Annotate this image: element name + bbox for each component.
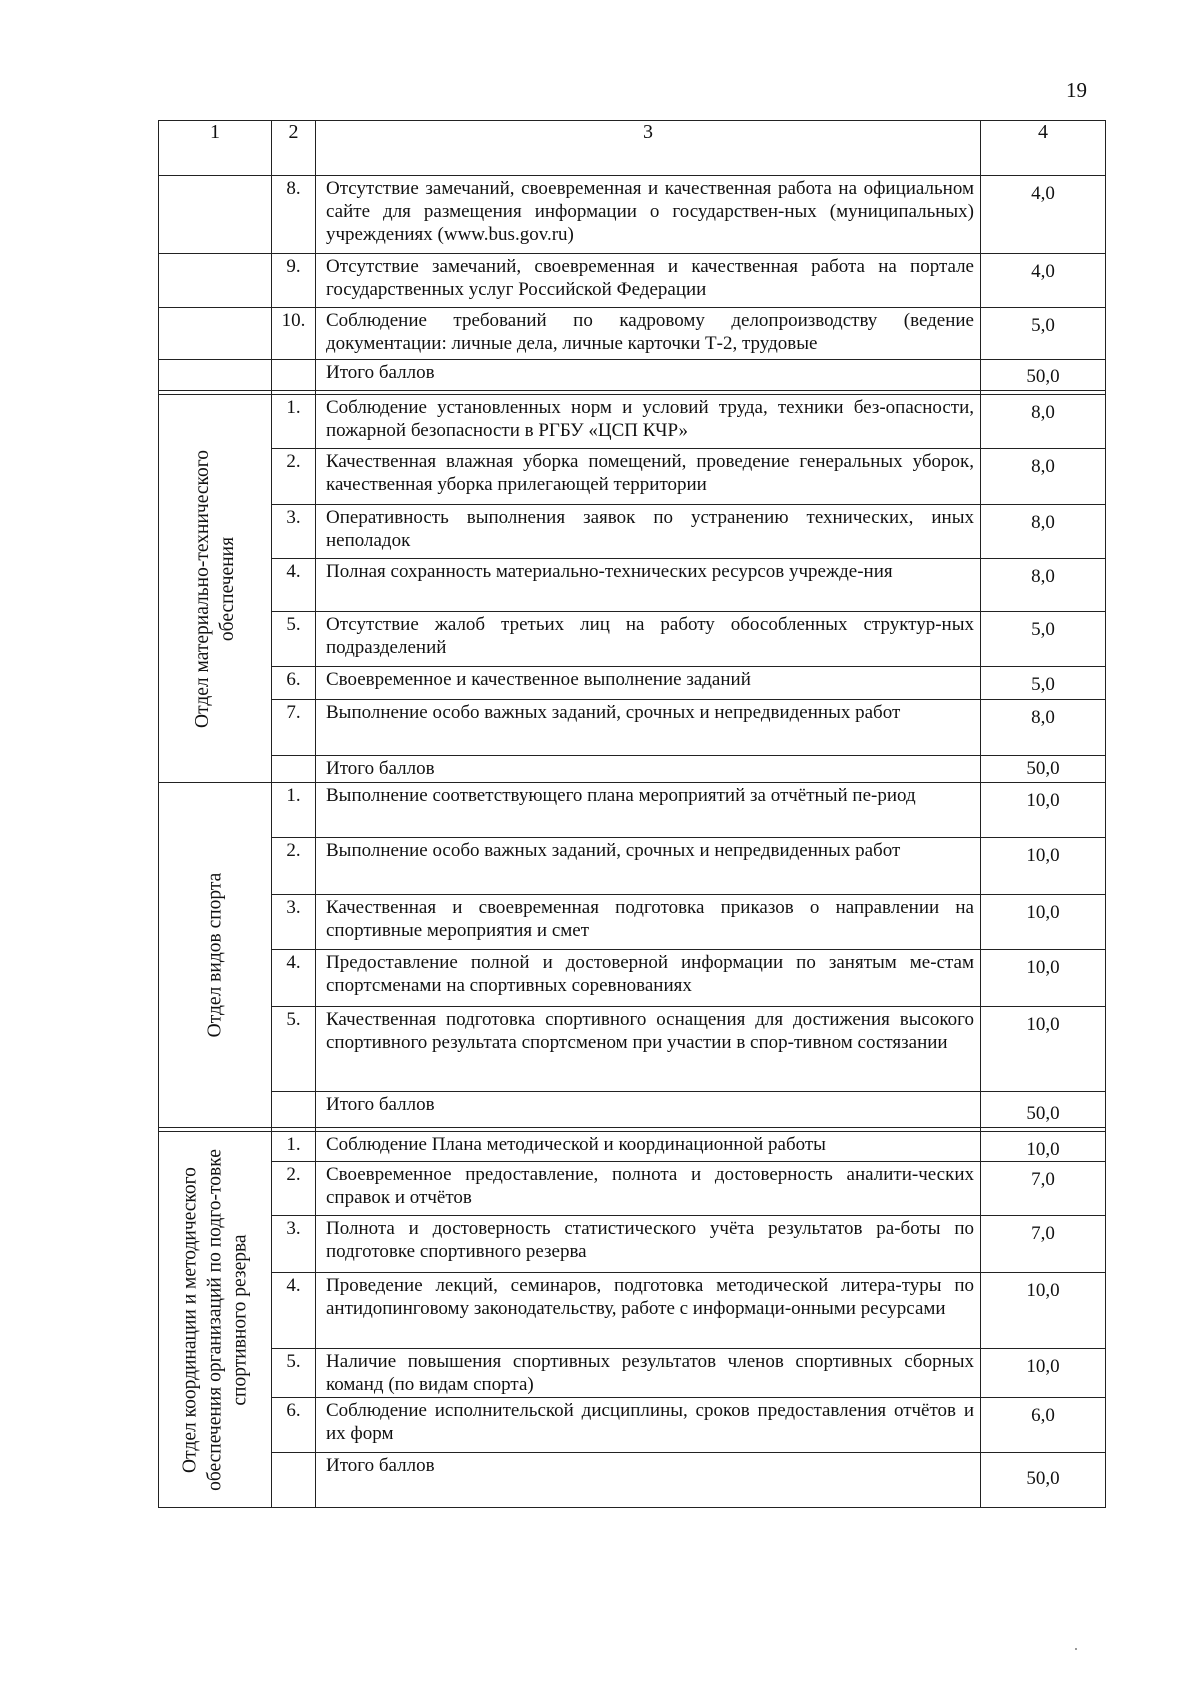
table-row	[159, 176, 1106, 254]
row-number: 2.	[272, 449, 316, 505]
criterion-text: Качественная и своевременная подготовка приказов о направлении на спортивные мероприятия и смет	[316, 895, 981, 950]
table-row	[159, 667, 1106, 700]
criterion-text: Полная сохранность материально-технических ресурсов учрежде-ния	[316, 559, 981, 612]
criteria-table	[158, 120, 1106, 1508]
criterion-text: Полнота и достоверность статистического учёта результатов ра-боты по подготовке спортивного резерва	[316, 1216, 981, 1273]
total-label: Итого баллов	[316, 1092, 981, 1128]
score-value: 6,0	[981, 1398, 1106, 1453]
criterion-text: Качественная подготовка спортивного оснащения для достижения высокого спортивного результата спортсменом при участии в спор-тивном состязании	[316, 1007, 981, 1092]
score-value: 8,0	[981, 559, 1106, 612]
department-cell	[159, 1132, 272, 1508]
table-row	[159, 612, 1106, 667]
row-number: 1.	[272, 395, 316, 449]
score-value: 8,0	[981, 505, 1106, 559]
table-row	[159, 700, 1106, 756]
criterion-text: Своевременное и качественное выполнение заданий	[316, 667, 981, 700]
score-value: 10,0	[981, 838, 1106, 895]
total-row	[159, 360, 1106, 391]
row-number: 8.	[272, 176, 316, 254]
row-number: 2.	[272, 838, 316, 895]
total-label: Итого баллов	[316, 1453, 981, 1508]
row-number: 4.	[272, 559, 316, 612]
score-value: 10,0	[981, 1273, 1106, 1349]
criterion-text: Оперативность выполнения заявок по устранению технических, иных неполадок	[316, 505, 981, 559]
dept-cell-empty	[159, 254, 272, 308]
criterion-text: Выполнение особо важных заданий, срочных и непредвиденных работ	[316, 700, 981, 756]
score-value: 10,0	[981, 1132, 1106, 1162]
score-value: 10,0	[981, 1349, 1106, 1398]
row-number: 9.	[272, 254, 316, 308]
table-row	[159, 783, 1106, 838]
criterion-text: Отсутствие жалоб третьих лиц на работу обособленных структур-ных подразделений	[316, 612, 981, 667]
table-row	[159, 838, 1106, 895]
department-label: Отдел видов спорта	[204, 872, 226, 1038]
total-row	[159, 756, 1106, 783]
total-row	[159, 1092, 1106, 1128]
row-number: 2.	[272, 1162, 316, 1216]
score-value: 5,0	[981, 612, 1106, 667]
table-row	[159, 1273, 1106, 1349]
criterion-text: Предоставление полной и достоверной информации по занятым ме-стам спортсменами на спортивных соревнованиях	[316, 950, 981, 1007]
row-number: 1.	[272, 783, 316, 838]
department-label: Отдел материально-технического обеспечения	[192, 449, 238, 728]
row-number: 6.	[272, 1398, 316, 1453]
row-number: 3.	[272, 1216, 316, 1273]
total-value: 50,0	[981, 360, 1106, 391]
dept-cell-empty	[159, 360, 272, 391]
table-row	[159, 1216, 1106, 1273]
row-number-empty	[272, 756, 316, 783]
header-col-2: 2	[272, 121, 316, 176]
score-value: 8,0	[981, 395, 1106, 449]
score-value: 4,0	[981, 254, 1106, 308]
total-row	[159, 1453, 1106, 1508]
table-row	[159, 1132, 1106, 1162]
department-cell	[159, 395, 272, 783]
table-header-row	[159, 121, 1106, 176]
row-number: 5.	[272, 1349, 316, 1398]
total-value: 50,0	[981, 1092, 1106, 1128]
total-value: 50,0	[981, 1453, 1106, 1508]
dept-cell-empty	[159, 176, 272, 254]
score-value: 10,0	[981, 783, 1106, 838]
row-number: 6.	[272, 667, 316, 700]
dept-cell-empty	[159, 308, 272, 360]
row-number: 3.	[272, 505, 316, 559]
row-number: 4.	[272, 1273, 316, 1349]
criterion-text: Выполнение особо важных заданий, срочных и непредвиденных работ	[316, 838, 981, 895]
score-value: 5,0	[981, 308, 1106, 360]
score-value: 7,0	[981, 1216, 1106, 1273]
criterion-text: Своевременное предоставление, полнота и достоверность аналити-ческих справок и отчётов	[316, 1162, 981, 1216]
criterion-text: Соблюдение Плана методической и координационной работы	[316, 1132, 981, 1162]
table-row	[159, 895, 1106, 950]
table-row	[159, 1007, 1106, 1092]
row-number: 10.	[272, 308, 316, 360]
row-number-empty	[272, 360, 316, 391]
criterion-text: Выполнение соответствующего плана мероприятий за отчётный пе-риод	[316, 783, 981, 838]
scan-speck	[1075, 1648, 1077, 1650]
table-row	[159, 1162, 1106, 1216]
score-value: 8,0	[981, 700, 1106, 756]
table-row	[159, 950, 1106, 1007]
page-number: 19	[1066, 78, 1087, 102]
total-label: Итого баллов	[316, 756, 981, 783]
row-number: 4.	[272, 950, 316, 1007]
header-col-3: 3	[316, 121, 981, 176]
score-value: 10,0	[981, 1007, 1106, 1092]
row-number: 5.	[272, 1007, 316, 1092]
total-value: 50,0	[981, 756, 1106, 783]
score-value: 7,0	[981, 1162, 1106, 1216]
row-number: 3.	[272, 895, 316, 950]
criterion-text: Соблюдение исполнительской дисциплины, сроков предоставления отчётов и их форм	[316, 1398, 981, 1453]
criterion-text: Качественная влажная уборка помещений, проведение генеральных уборок, качественная уборка прилегающей территории	[316, 449, 981, 505]
header-col-4: 4	[981, 121, 1106, 176]
row-number: 5.	[272, 612, 316, 667]
score-value: 4,0	[981, 176, 1106, 254]
criterion-text: Проведение лекций, семинаров, подготовка методической литера-туры по антидопинговому законодательству, работе с информаци-онными ресурсами	[316, 1273, 981, 1349]
row-number-empty	[272, 1453, 316, 1508]
row-number-empty	[272, 1092, 316, 1128]
criterion-text: Отсутствие замечаний, своевременная и качественная работа на официальном сайте для размещения информации о государствен-ных (муниципальных) учреждениях (www.bus.gov.ru)	[316, 176, 981, 254]
score-value: 5,0	[981, 667, 1106, 700]
table-row	[159, 308, 1106, 360]
criterion-text: Отсутствие замечаний, своевременная и качественная работа на портале государственных услуг Российской Федерации	[316, 254, 981, 308]
score-value: 10,0	[981, 895, 1106, 950]
score-value: 10,0	[981, 950, 1106, 1007]
criterion-text: Соблюдение требований по кадровому делопроизводству (ведение документации: личные дела, личные карточки Т-2, трудовые	[316, 308, 981, 360]
department-cell	[159, 783, 272, 1128]
criterion-text: Соблюдение установленных норм и условий труда, техники без-опасности, пожарной безопасности в РГБУ «ЦСП КЧР»	[316, 395, 981, 449]
table-row	[159, 449, 1106, 505]
table-row	[159, 505, 1106, 559]
table-row	[159, 559, 1106, 612]
total-label: Итого баллов	[316, 360, 981, 391]
table-row	[159, 395, 1106, 449]
department-label: Отдел координации и методического обеспечения организаций по подго-товке спортивного резерва	[179, 1148, 251, 1491]
score-value: 8,0	[981, 449, 1106, 505]
table-row	[159, 1398, 1106, 1453]
table-row	[159, 254, 1106, 308]
header-col-1: 1	[159, 121, 272, 176]
table-row	[159, 1349, 1106, 1398]
criterion-text: Наличие повышения спортивных результатов членов спортивных сборных команд (по видам спорта)	[316, 1349, 981, 1398]
row-number: 1.	[272, 1132, 316, 1162]
row-number: 7.	[272, 700, 316, 756]
